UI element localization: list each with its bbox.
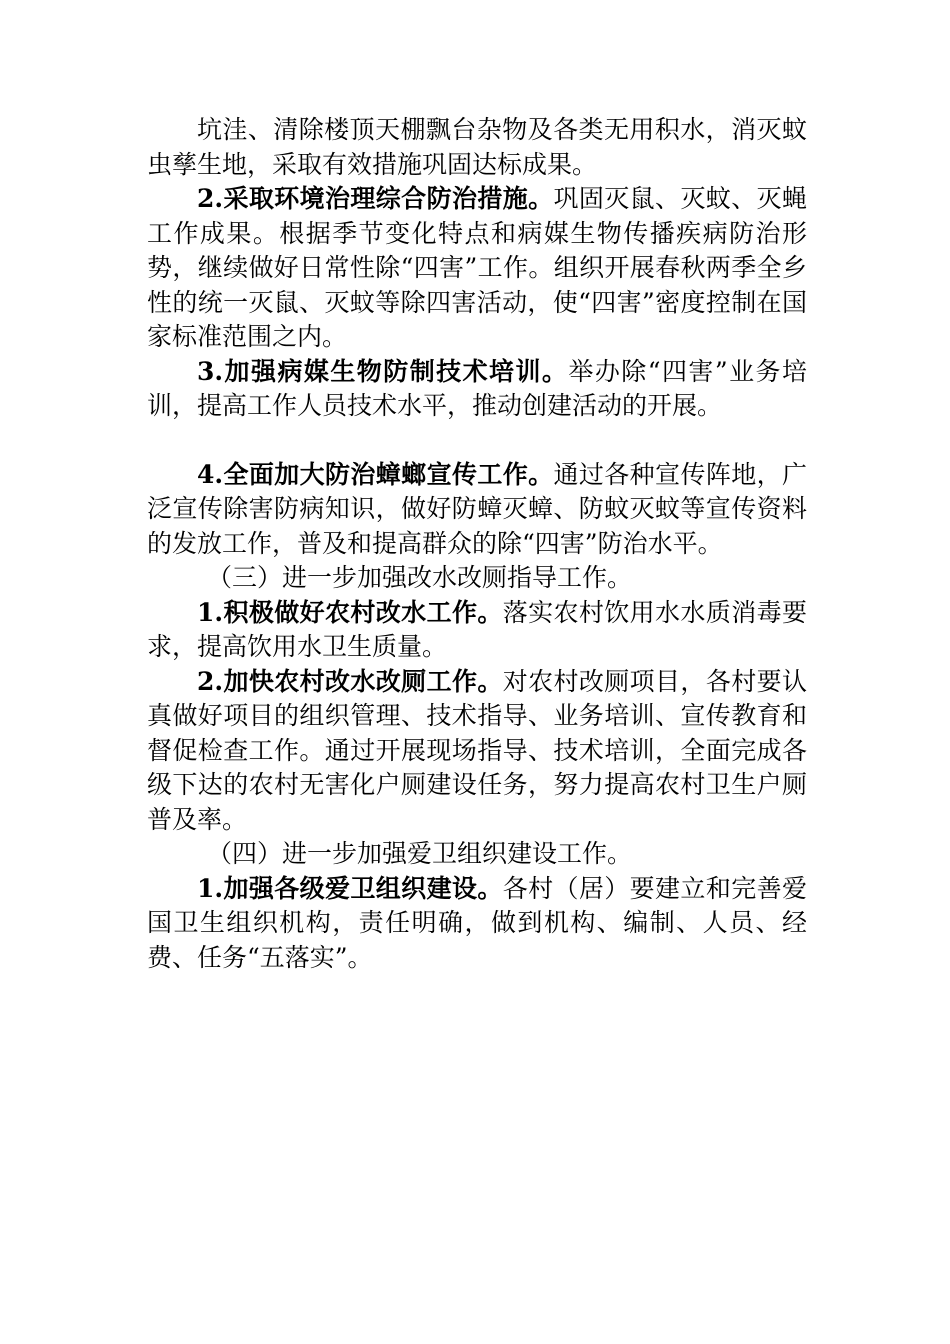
paragraph-item-2 [147,182,807,355]
section-heading-4 [147,837,807,872]
paragraph-item-2-toilet [147,665,807,838]
section-heading-3 [147,561,807,596]
paragraph-continuation [147,113,807,182]
paragraph-lead: 2.加快农村改水改厕工作。 [197,666,503,696]
paragraph-body: 巩固灭鼠、灭蚊、灭蝇工作成果。根据季节变化特点和病媒生物传播疾病防治形势，继续做好日常性除“四害”工作。组织开展春秋两季全乡性的统一灭鼠、灭蚊等除四害活动，使“四害”密度控制在国家标准范围之内。 [147,184,807,351]
paragraph-item-1-organization [147,872,807,976]
paragraph-lead: 4.全面加大防治蟑螂宣传工作。 [197,459,554,489]
section-heading-text: （四）进一步加强爱卫组织建设工作。 [207,839,633,868]
paragraph-lead: 3.加强病媒生物防制技术培训。 [197,356,569,386]
paragraph-lead: 1.加强各级爱卫组织建设。 [197,873,503,903]
paragraph-lead: 2.采取环境治理综合防治措施。 [197,184,554,213]
paragraph-body: 落实农村饮用水水质消毒要求，提高饮用水卫生质量。 [147,597,807,661]
paragraph-body: 坑洼、清除楼顶天棚飘台杂物及各类无用积水，消灭蚊虫孳生地，采取有效措施巩固达标成果。 [147,115,807,179]
paragraph-body: 通过各种宣传阵地，广泛宣传除害防病知识，做好防蟑灭蟑、防蚊灭蚊等宣传资料的发放工作，普及和提高群众的除“四害”防治水平。 [147,459,807,558]
paragraph-lead: 1.积极做好农村改水工作。 [197,597,503,627]
paragraph-body: 举办除“四害”业务培训，提高工作人员技术水平，推动创建活动的开展。 [147,356,807,420]
paragraph-body: 对农村改厕项目，各村要认真做好项目的组织管理、技术指导、业务培训、宣传教育和督促检查工作。通过开展现场指导、技术培训，全面完成各级下达的农村无害化户厕建设任务，努力提高农村卫生户厕普及率。 [147,666,807,834]
document-page [147,113,807,975]
paragraph-item-3 [147,355,807,424]
paragraph-body: 各村（居）要建立和完善爱国卫生组织机构，责任明确，做到机构、编制、人员、经费、任务“五落实”。 [147,873,807,972]
paragraph-item-1-water [147,596,807,665]
section-heading-text: （三）进一步加强改水改厕指导工作。 [207,563,633,592]
paragraph-item-4 [147,458,807,562]
